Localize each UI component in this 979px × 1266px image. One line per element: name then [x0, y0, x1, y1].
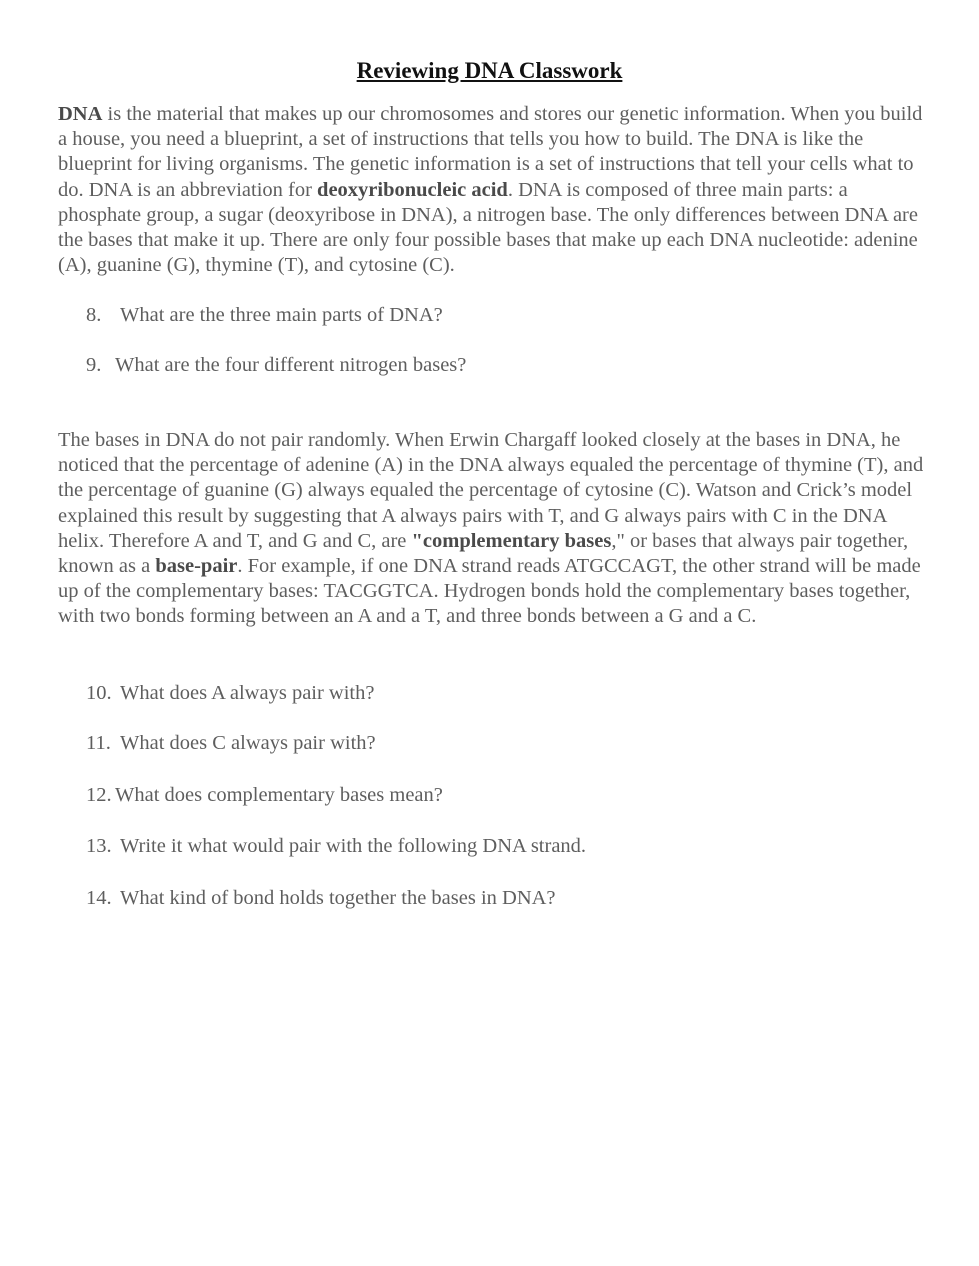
question-text: What are the four different nitrogen bases?: [115, 354, 467, 376]
term-complementary-bases: "complementary bases: [411, 529, 612, 552]
question-text: What kind of bond holds together the bases in DNA?: [120, 887, 556, 909]
pairing-text-1: The bases in DNA do not pair randomly. When Erwin Chargaff looked closely at the bases in DNA, he noticed that the percentage of adenine (A) in the DNA always equaled the percentage of thymine (T), and the percentage of guanine (G) always equaled the percentage of cytosine (C). Watson and Crick’s model explained this result by suggesting that A always pairs with T, and G always pairs with C in the DNA helix. Therefore A and T, and G and C, are: [58, 429, 924, 552]
question-number: 9.: [86, 354, 102, 376]
question-text: What does C always pair with?: [120, 732, 376, 754]
term-base-pair: base-pair: [155, 555, 238, 578]
intro-text-2: . DNA is composed of three main parts: a phosphate group, a sugar (deoxyribose in DNA), a nitrogen base. The only differences between DNA are the bases that make it up. There are only four possible bases that make up each DNA nucleotide: adenine (A), guanine (G), thymine (T), and cytosine (C).: [58, 178, 918, 277]
question-13: [86, 834, 586, 859]
question-text: What does complementary bases mean?: [115, 784, 443, 806]
base-pairing-paragraph: [58, 428, 928, 630]
question-text: What are the three main parts of DNA?: [120, 304, 443, 326]
question-number: 10.: [86, 682, 112, 704]
question-number: 11.: [86, 732, 111, 754]
question-12: [86, 783, 443, 808]
question-8: [86, 303, 443, 328]
page-title: Reviewing DNA Classwork: [356, 58, 623, 83]
question-9: [86, 353, 466, 378]
question-text: What does A always pair with?: [120, 682, 375, 704]
term-dna: DNA: [58, 103, 103, 125]
question-text: Write it what would pair with the following DNA strand.: [120, 835, 587, 857]
question-number: 13.: [86, 835, 112, 857]
question-11: [86, 731, 376, 756]
question-number: 12.: [86, 784, 112, 806]
question-number: 8.: [86, 304, 102, 326]
intro-paragraph: [58, 102, 928, 278]
question-10: [86, 681, 374, 706]
term-deoxyribonucleic-acid: deoxyribonucleic acid: [317, 178, 508, 201]
question-number: 14.: [86, 887, 112, 909]
pairing-text-2: ," or bases that always pair together, known as a: [58, 529, 909, 578]
question-14: [86, 886, 556, 911]
intro-text-1: is the material that makes up our chromosomes and stores our genetic information. When you build a house, you need a blueprint, a set of instructions that tells you how to build. The DNA is like the blueprint for living organisms. The genetic information is a set of instructions that tell your cells what to do. DNA is an abbreviation for: [58, 103, 923, 201]
pairing-text-3: . For example, if one DNA strand reads ATGCCAGT, the other strand will be made up of the complementary bases: TACGGTCA. Hydrogen bonds hold the complementary bases together, with two bonds forming between an A and a T, and three bonds between a G and a C.: [58, 555, 921, 628]
